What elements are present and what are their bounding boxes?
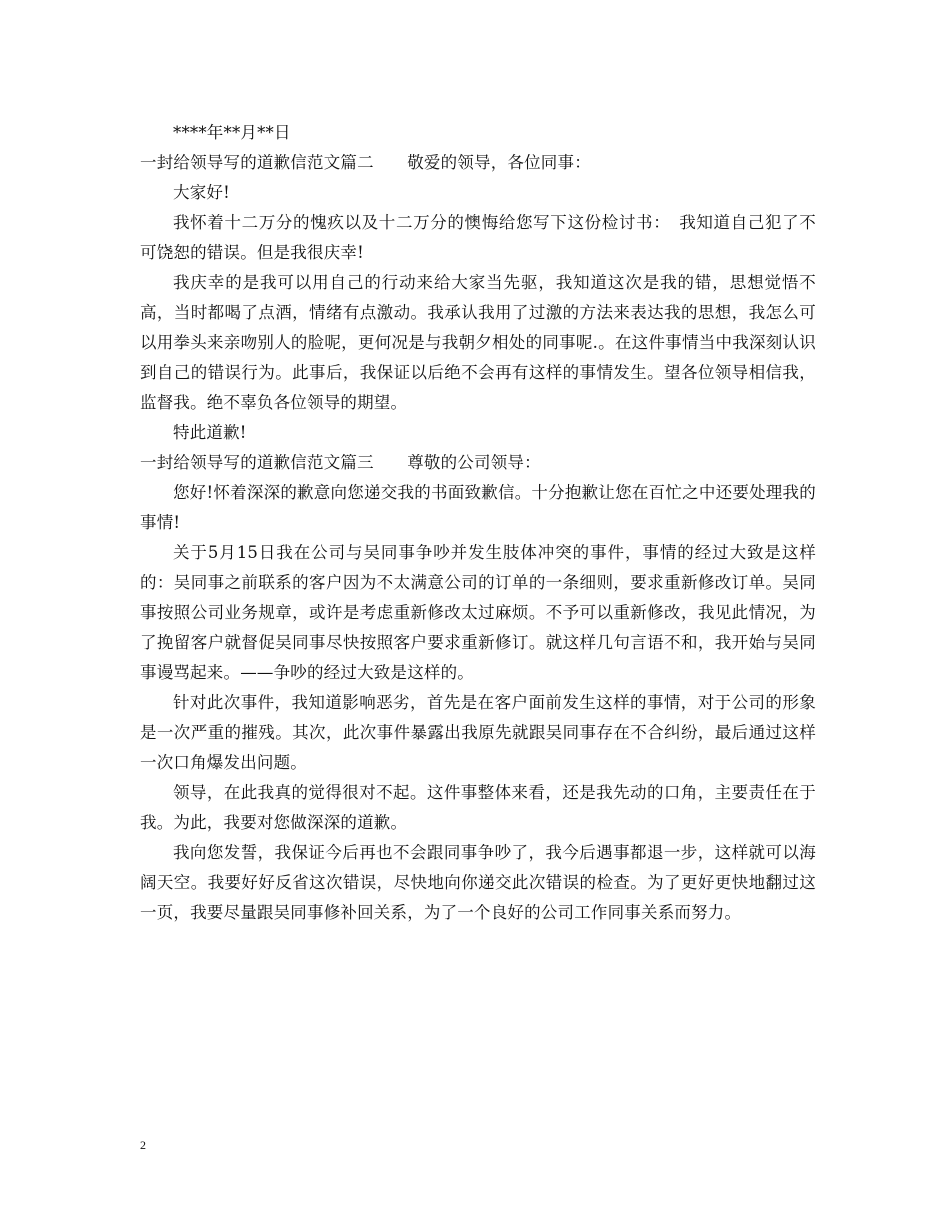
paragraph: 我怀着十二万分的愧疚以及十二万分的懊悔给您写下这份检讨书： 我知道自己犯了不可饶恕的错误。但是我很庆幸! [140,213,816,262]
date-line: ****年**月**日 [173,123,291,142]
greeting: 大家好! [173,183,230,202]
paragraph: 我向您发誓，我保证今后再也不会跟同事争吵了，我今后遇事都退一步，这样就可以海阔天空。我要好好反省这次错误，尽快地向你递交此次错误的检查。为了更好更快地翻过这一页，我要尽量跟吴同事修补回关系，为了一个良好的公司工作同事关系而努力。 [140,843,816,922]
paragraph: 关于5月15日我在公司与吴同事争吵并发生肢体冲突的事件，事情的经过大致是这样的：吴同事之前联系的客户因为不太满意公司的订单的一条细则，要求重新修改订单。吴同事按照公司业务规章，或许是考虑重新修改太过麻烦。不予可以重新修改，我见此情况，为了挽留客户就督促吴同事尽快按照客户要求重新修订。就这样几句言语不和，我开始与吴同事谩骂起来。——争吵的经过大致是这样的。 [140,543,816,682]
paragraph: 您好!怀着深深的歉意向您递交我的书面致歉信。十分抱歉让您在百忙之中还要处理我的事情! [140,483,816,532]
paragraph: 针对此次事件，我知道影响恶劣，首先是在客户面前发生这样的事情，对于公司的形象是一次严重的摧残。其次，此次事件暴露出我原先就跟吴同事存在不合纠纷，最后通过这样一次口角爆发出问题。 [140,693,816,772]
section-heading-3: 一封给领导写的道歉信范文篇三 尊敬的公司领导： [140,453,541,472]
page-number: 2 [140,1138,146,1152]
closing-line: 特此道歉! [173,423,247,442]
paragraph: 领导，在此我真的觉得很对不起。这件事整体来看，还是我先动的口角，主要责任在于我。为此，我要对您做深深的道歉。 [140,783,816,832]
document-body [140,118,816,928]
paragraph: 我庆幸的是我可以用自己的行动来给大家当先驱，我知道这次是我的错，思想觉悟不高，当时都喝了点酒，情绪有点激动。我承认我用了过激的方法来表达我的思想，我怎么可以用拳头来亲吻别人的脸呢，更何况是与我朝夕相处的同事呢.。在这件事情当中我深刻认识到自己的错误行为。此事后，我保证以后绝不会再有这样的事情发生。望各位领导相信我，监督我。绝不辜负各位领导的期望。 [140,273,816,412]
section-heading-2: 一封给领导写的道歉信范文篇二 敬爱的领导，各位同事： [140,153,591,172]
